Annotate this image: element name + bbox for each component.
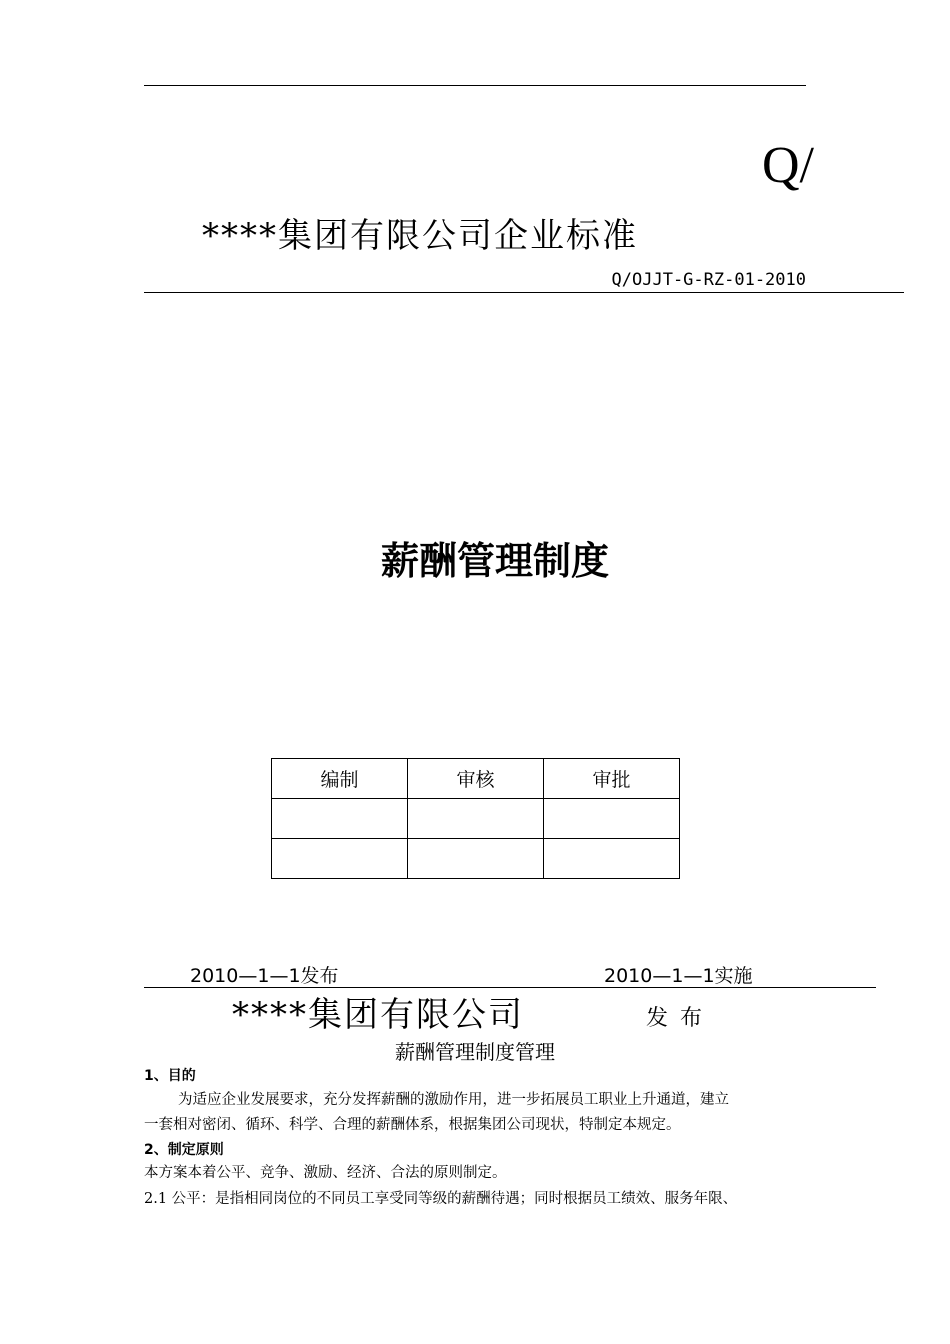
- effective-date: 2010—1—1实施: [604, 965, 753, 987]
- issuer-name: ****集团有限公司: [232, 995, 524, 1035]
- standard-mark: Q/: [762, 137, 814, 194]
- header-rule: [144, 292, 904, 293]
- header-cell-compile: 编制: [272, 759, 408, 799]
- document-code: Q/OJJT-G-RZ-01-2010: [611, 270, 806, 290]
- section-heading-principles: 2、制定原则: [144, 1142, 224, 1158]
- section-subtitle: 薪酬管理制度管理: [395, 1040, 555, 1064]
- top-rule: [144, 85, 806, 86]
- approval-table: [271, 758, 680, 879]
- table-header-row: [272, 759, 680, 799]
- footer-rule: [144, 987, 876, 988]
- table-cell: [544, 799, 680, 839]
- table-row: [272, 839, 680, 879]
- table-cell: [408, 799, 544, 839]
- section-heading-purpose: 1、目的: [144, 1068, 196, 1084]
- header-cell-approve: 审批: [544, 759, 680, 799]
- company-standard-title: ****集团有限公司企业标准: [202, 216, 638, 256]
- paragraph-line: 本方案本着公平、竞争、激励、经济、合法的原则制定。: [144, 1165, 507, 1181]
- table-row: [272, 799, 680, 839]
- issue-date: 2010—1—1发布: [190, 965, 339, 987]
- table-cell: [544, 839, 680, 879]
- paragraph-line: 2.1 公平：是指相同岗位的不同员工享受同等级的薪酬待遇；同时根据员工绩效、服务年限、: [144, 1191, 738, 1207]
- issue-label: 发布: [646, 1006, 715, 1031]
- table-cell: [408, 839, 544, 879]
- table-cell: [272, 839, 408, 879]
- paragraph-line: 一套相对密闭、循环、科学、合理的薪酬体系，根据集团公司现状，特制定本规定。: [144, 1117, 681, 1133]
- header-cell-review: 审核: [408, 759, 544, 799]
- document-title: 薪酬管理制度: [380, 539, 609, 583]
- table-cell: [272, 799, 408, 839]
- paragraph-line: 为适应企业发展要求，充分发挥薪酬的激励作用，进一步拓展员工职业上升通道，建立: [178, 1092, 729, 1108]
